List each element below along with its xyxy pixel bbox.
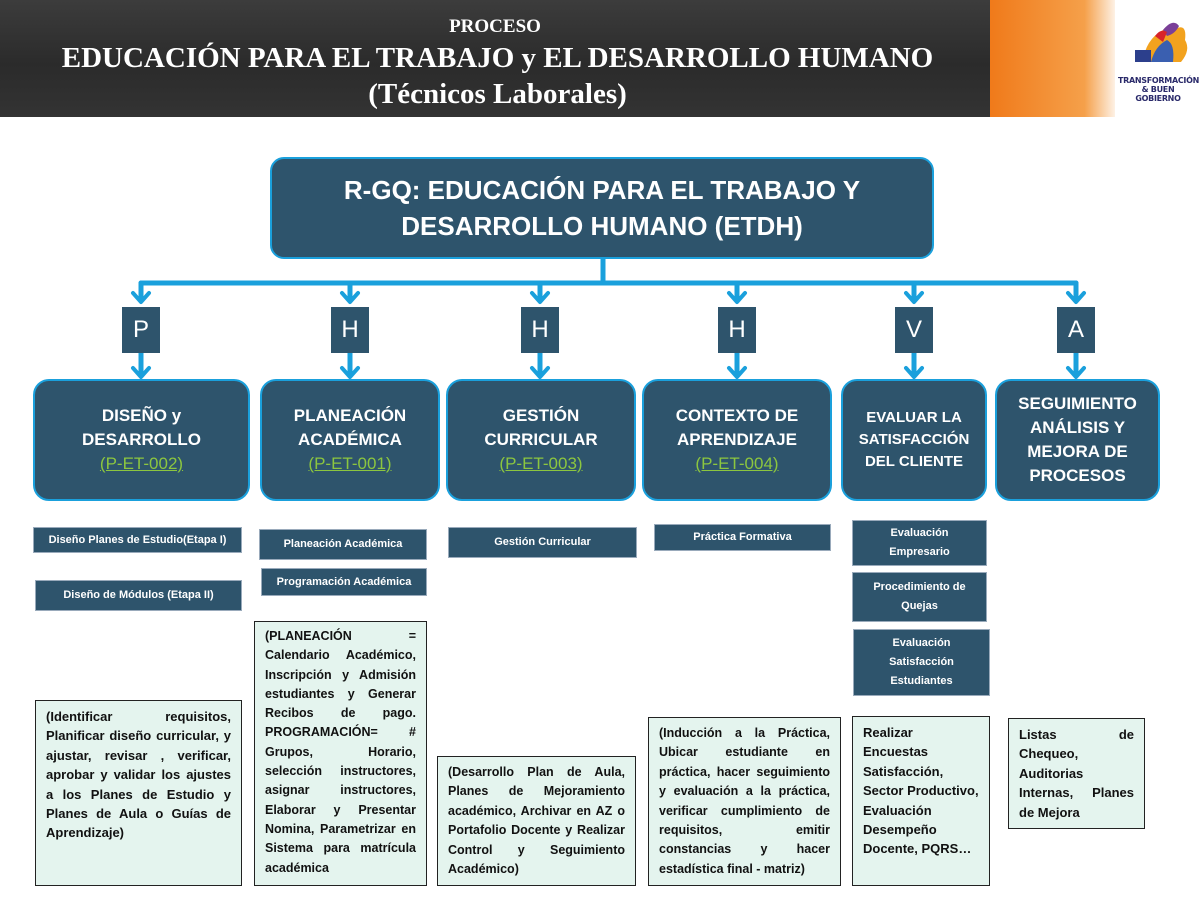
subprocess-box: Diseño de Módulos (Etapa II) xyxy=(35,580,242,611)
root-line-2: DESARROLLO HUMANO (ETDH) xyxy=(401,211,803,241)
process-box-planeacion xyxy=(260,379,440,501)
phase-letter: H xyxy=(521,307,559,353)
subprocess-line: Quejas xyxy=(901,600,938,612)
process-code-link[interactable]: (P-ET-001) xyxy=(308,454,392,473)
process-line: EVALUAR LA xyxy=(866,409,962,426)
subprocess-line: Empresario xyxy=(889,546,950,558)
process-code-link[interactable]: (P-ET-004) xyxy=(695,454,779,473)
subprocess-line: Evaluación xyxy=(892,637,951,649)
note-contexto: (Inducción a la Práctica, Ubicar estudiante en práctica, hacer seguimiento y evaluación a la práctica, verificar cumplimiento de requisitos, emitir constancias y hacer estadística final - matriz) xyxy=(648,717,841,886)
title-line-2: (Técnicos Laborales) xyxy=(368,78,627,110)
phase-letter: V xyxy=(895,307,933,353)
process-code-link[interactable]: (P-ET-002) xyxy=(99,454,184,473)
phase-letter: H xyxy=(331,307,369,353)
process-line: MEJORA DE xyxy=(1027,442,1128,461)
subprocess-box xyxy=(852,520,987,566)
subprocess-box: Planeación Académica xyxy=(259,529,427,560)
process-line: DISEÑO y xyxy=(101,406,182,425)
note-planeacion: (PLANEACIÓN = Calendario Académico, Inscripción y Admisión estudiantes y Generar Recibos de pago. PROGRAMACIÓN= # Grupos, Horario, selección instructores, asignar instructores, Elaborar y Presentar Nomina, Parametrizar en Sistema para matrícula académica xyxy=(254,621,427,886)
subprocess-line: Estudiantes xyxy=(890,675,953,687)
subprocess-box: Diseño Planes de Estudio(Etapa I) xyxy=(33,527,242,553)
logo-line-2: & BUEN GOBIERNO xyxy=(1135,85,1181,103)
subprocess-line: Evaluación xyxy=(890,527,949,539)
process-line: APRENDIZAJE xyxy=(677,430,797,449)
subprocess-box: Gestión Curricular xyxy=(448,527,637,558)
phase-letter: P xyxy=(122,307,160,353)
note-evaluar: Realizar Encuestas Satisfacción, Sector Productivo, Evaluación Desempeño Docente, PQRS… xyxy=(852,716,990,886)
process-box-seguimiento xyxy=(995,379,1160,501)
title-line-1: EDUCACIÓN PARA EL TRABAJO y EL DESARROLLO HUMANO xyxy=(61,42,934,74)
process-line: SEGUIMIENTO xyxy=(1018,394,1137,413)
root-line-1: R-GQ: EDUCACIÓN PARA EL TRABAJO Y xyxy=(343,175,861,205)
process-line: DEL CLIENTE xyxy=(864,453,964,470)
process-box-contexto xyxy=(642,379,832,501)
subprocess-box xyxy=(852,572,987,622)
process-line: CONTEXTO DE xyxy=(675,406,799,425)
note-gestion: (Desarrollo Plan de Aula, Planes de Mejoramiento académico, Archivar en AZ o Portafolio Docente y Realizar Control y Seguimiento Académico) xyxy=(437,756,636,886)
header-label: PROCESO xyxy=(449,16,541,37)
note-diseno: (Identificar requisitos, Planificar diseño curricular, y ajustar, revisar , verificar, aprobar y validar los ajustes a los Planes de Estudio y Planes de Aula o Guías de Aprendizaje) xyxy=(35,700,242,886)
process-line: PROCESOS xyxy=(1029,466,1126,485)
process-box-diseno xyxy=(33,379,250,501)
subprocess-box: Programación Académica xyxy=(261,568,427,596)
process-line: PLANEACIÓN xyxy=(293,406,407,425)
process-box-gestion xyxy=(446,379,636,501)
process-code-link[interactable]: (P-ET-003) xyxy=(499,454,583,473)
process-line: ACADÉMICA xyxy=(298,430,402,449)
phase-letter: A xyxy=(1057,307,1095,353)
process-box-evaluar xyxy=(841,379,987,501)
subprocess-box xyxy=(853,629,990,696)
process-line: ANÁLISIS Y xyxy=(1029,418,1126,437)
process-line: GESTIÓN xyxy=(502,406,580,425)
subprocess-box: Práctica Formativa xyxy=(654,524,831,551)
logo-line-1: TRANSFORMACIÓN xyxy=(1118,76,1199,85)
note-seguimiento: Listas de Chequeo, Auditorias Internas, Planes de Mejora xyxy=(1008,718,1145,829)
process-line: DESARROLLO xyxy=(82,430,201,449)
subprocess-line: Procedimiento de xyxy=(873,581,966,593)
root-process-box xyxy=(270,157,934,259)
phase-letter: H xyxy=(718,307,756,353)
subprocess-line: Satisfacción xyxy=(889,656,954,668)
process-line: SATISFACCIÓN xyxy=(858,431,970,448)
process-line: CURRICULAR xyxy=(484,430,598,449)
